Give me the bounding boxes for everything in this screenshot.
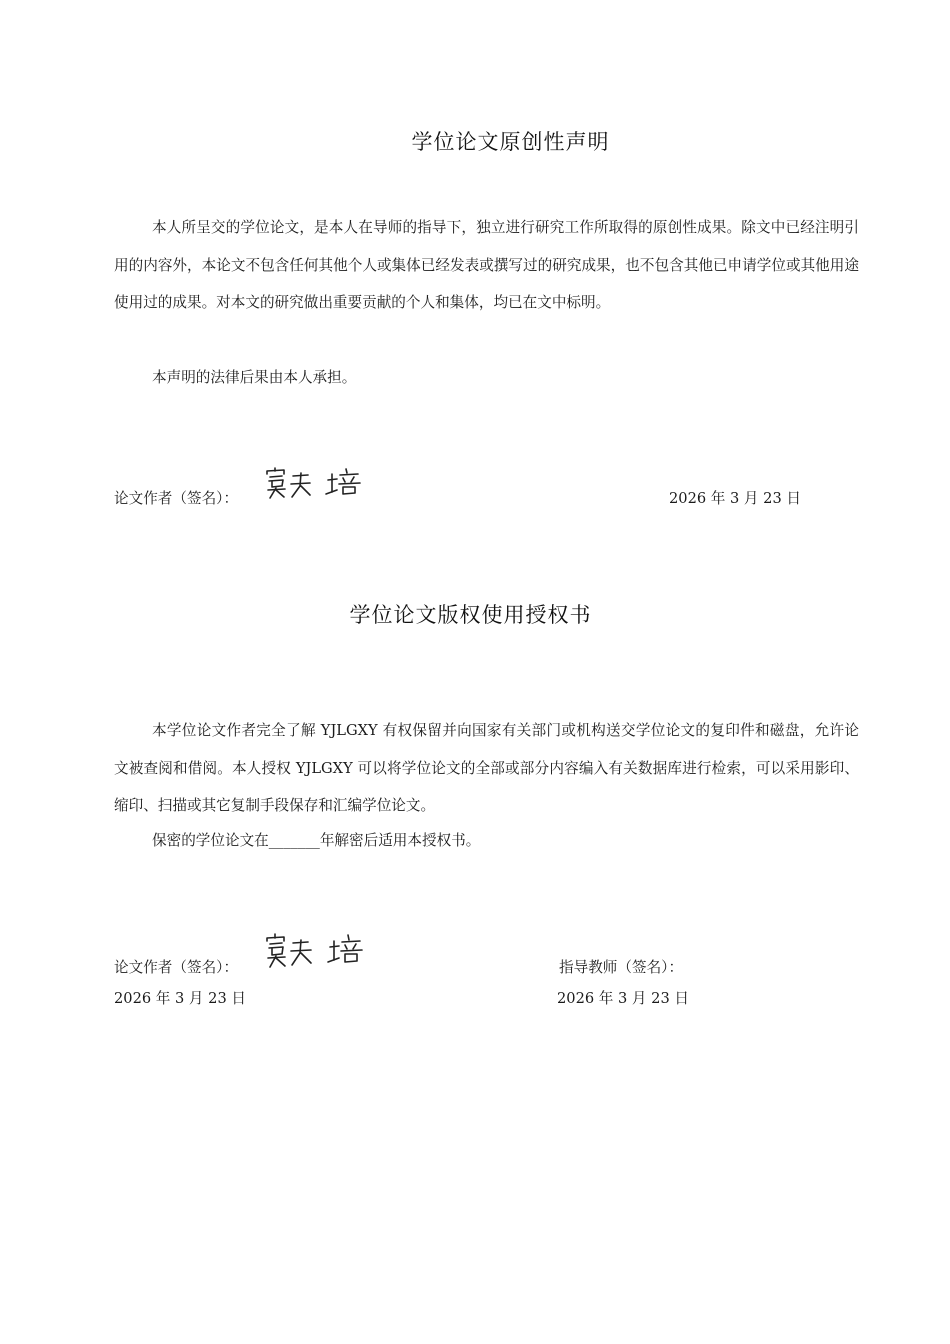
authorization-confidential-paragraph: 保密的学位论文在_______年解密后适用本授权书。 [152,832,481,849]
authorization-author-label: 论文作者（签名）： [114,959,239,976]
authorization-paragraph: 本学位论文作者完全了解 YJLGXY 有权保留并向国家有关部门或机构送交学位论文的复印件和磁盘，允许论文被查阅和借阅。本人授权 YJLGXY 可以将学位论文的全部或部分内容编入有关数据库进行检索，可以采用影印、缩印、扫描或其它复制手段保存和汇编学位论文。 [114,722,859,814]
declaration-author-label: 论文作者（签名）： [114,490,239,507]
authorization-advisor-label: 指导教师（签名）： [559,959,684,976]
declaration-legal-paragraph: 本声明的法律后果由本人承担。 [152,369,357,386]
declaration-paragraph: 本人所呈交的学位论文，是本人在导师的指导下，独立进行研究工作所取得的原创性成果。除文中已经注明引用的内容外，本论文不包含任何其他个人或集体已经发表或撰写过的研究成果，也不包含其他已申请学位或其他用途使用过的成果。对本文的研究做出重要贡献的个人和集体，均已在文中标明。 [114,219,859,311]
declaration-author-signature [262,466,372,506]
authorization-advisor-date: 2026 年 3 月 23 日 [557,990,689,1007]
authorization-title: 学位论文版权使用授权书 [349,603,592,627]
authorization-author-date: 2026 年 3 月 23 日 [114,990,246,1007]
declaration-title: 学位论文原创性声明 [411,130,610,154]
declaration-date: 2026 年 3 月 23 日 [669,490,801,507]
authorization-author-signature [262,932,374,974]
